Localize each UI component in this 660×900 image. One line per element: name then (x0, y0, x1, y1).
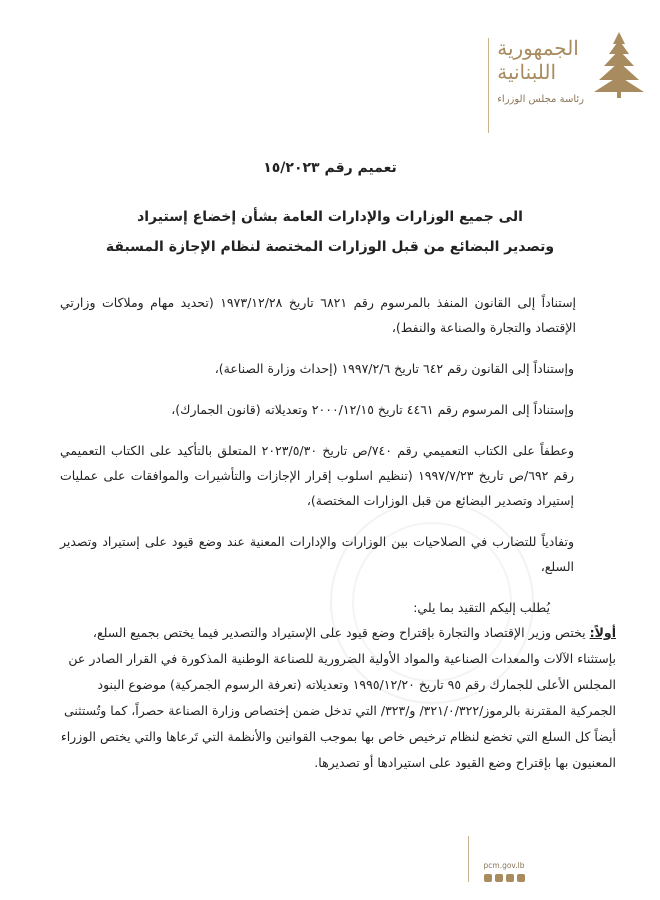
footer-url[interactable]: pcm.gov.lb (483, 861, 525, 870)
memo-heading (60, 160, 600, 262)
paragraph-3: وإستناداً إلى المرسوم رقم ٤٤٦١ تاريخ ٢٠٠٠/١٢/١٥ وتعديلاته (قانون الجمارك)، (171, 402, 574, 417)
memo-number: تعميم رقم ١٥/٢٠٢٣ (263, 160, 397, 176)
memo-subject-line-2: وتصدير البضائع من قبل الوزارات المختصة لنظام الإجازة المسبقة (105, 239, 555, 255)
brand-line-2: اللبنانية (497, 60, 556, 84)
footer (468, 840, 540, 890)
memo-body (60, 290, 576, 634)
social-icons (484, 874, 525, 882)
paragraph-4: وعطفاً على الكتاب التعميمي رقم ٧٤٠/ص تاريخ ٢٠٢٣/٥/٣٠ المتعلق بالتأكيد على الكتاب التعميمي رقم ٦٩٢/ص تاريخ ١٩٩٧/٧/٢٣ (تنظيم اسلوب إقرار الإجازات والتأشيرات والموافقات على عمليات إستيراد وتصدير البضائع من قبل الوزارات المختصة)، (60, 443, 574, 508)
article-1-label: أولاً: (589, 625, 616, 640)
article-1-text: يختص وزير الإقتصاد والتجارة بإقتراح وضع قيود على الإستيراد والتصدير فيما يختص بجميع السلع، بإستثناء الآلات والمعدات الصناعية والمواد الأولية الضرورية للصناعة الوطنية المذكورة في القرار الصادر عن المجلس الأعلى للجمارك رقم ٩٥ تاريخ ١٩٩٥/١٢/٢٠ وتعديلاته (تعرفة الرسوم الجمركية) موضوع البنود الجمركية المقترنة بالرموز/٣٢١/٠/٣٢٢/ و/٣٢٣/ التي تدخل ضمن إختصاص وزارة الصناعة حصراً، كما وتُستثنى أيضاً كل السلع التي تخضع لنظام ترخيص خاص بها بموجب القوانين والأنظمة التي تَرعاها والتي يختص الوزراء المعنيون بها بإقتراح وضع القيود على استيرادها أو تصديرها. (60, 625, 616, 770)
brand-line-1: الجمهورية (497, 36, 579, 60)
header-divider (488, 38, 489, 133)
paragraph-5: وتفادياً للتضارب في الصلاحيات بين الوزارات والإدارات المعنية عند وضع قيود على إستيراد وتصدير السلع، (60, 534, 574, 574)
memo-subject-line-1: الى جميع الوزارات والإدارات العامة بشأن إخضاع إستيراد (137, 209, 523, 225)
youtube-icon[interactable] (506, 874, 514, 882)
twitter-icon[interactable] (495, 874, 503, 882)
paragraph-2: وإستناداً إلى القانون رقم ٦٤٢ تاريخ ١٩٩٧/٢/٦ (إحداث وزارة الصناعة)، (214, 361, 574, 376)
brand-text (497, 36, 584, 105)
article-1 (60, 620, 616, 776)
paragraph-1: إستناداً إلى القانون المنفذ بالمرسوم رقم ٦٨٢١ تاريخ ١٩٧٣/١٢/٢٨ (تحديد مهام وملاكات وزارتي الإقتصاد والتجارة والصناعة والنفط)، (60, 295, 577, 335)
brand-line-3: رئاسة مجلس الوزراء (497, 94, 584, 105)
letterhead (488, 30, 646, 133)
cedar-tree-icon (592, 30, 646, 100)
facebook-icon[interactable] (484, 874, 492, 882)
request-line: يُطلب إليكم التقيد بما يلي: (413, 600, 550, 615)
footer-divider (468, 836, 469, 882)
instagram-icon[interactable] (517, 874, 525, 882)
